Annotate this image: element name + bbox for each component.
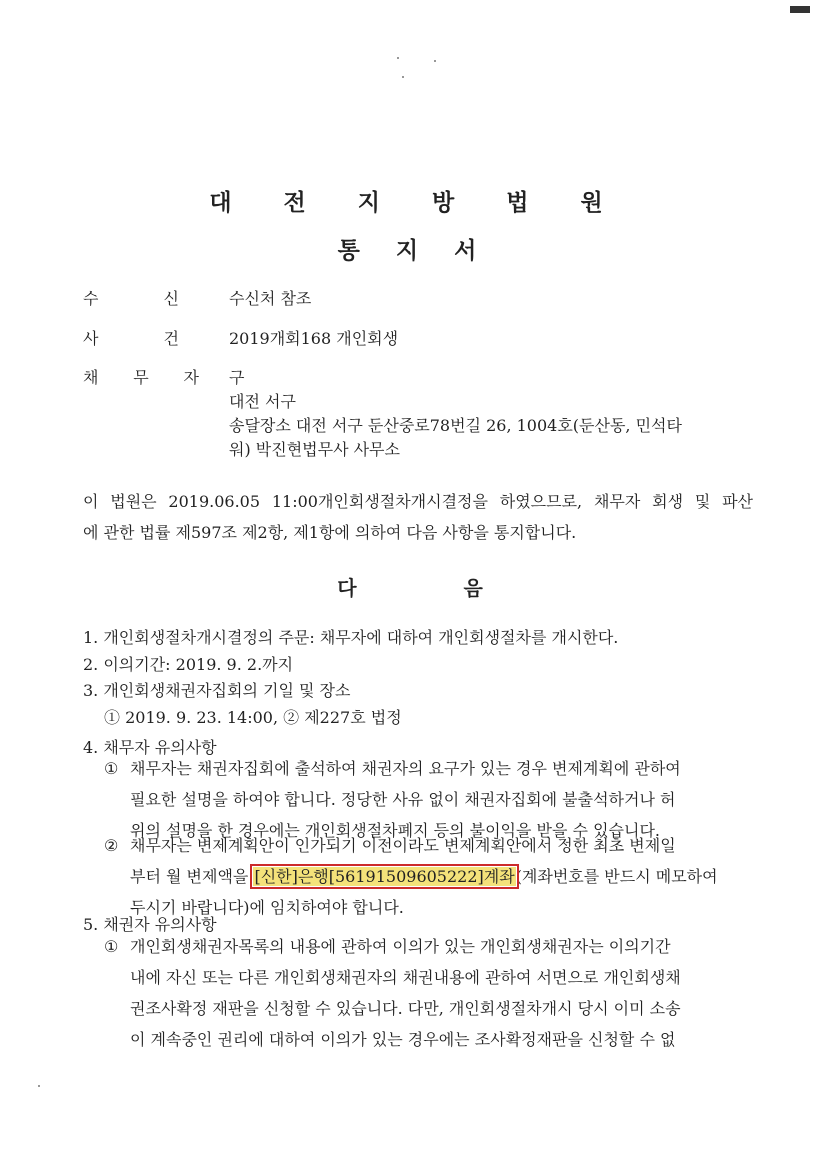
debtor-name: 구 [229, 368, 245, 387]
intro-paragraph [83, 486, 753, 548]
section-title: 다 음 [337, 576, 533, 600]
bank-account-highlight: [신한]은행[56191509605222]계좌 [254, 867, 515, 886]
intro-line: 이 법원은 2019.06.05 11:00개인회생절차개시결정을 하였으므로, 채무자 회생 및 파산 [83, 492, 753, 511]
debtor-label: 채 무 자 [83, 368, 199, 387]
scan-speck [402, 76, 404, 78]
court-name: 대 전 지 방 법 원 [209, 189, 625, 216]
circled-number: ① [104, 759, 119, 778]
list-item: 4. 채무자 유의사항 [83, 738, 217, 757]
debtor-address [229, 390, 749, 462]
case-value: 2019개회168 개인회생 [229, 329, 399, 348]
note-text: 채무자는 채권자집회에 출석하여 채권자의 요구가 있는 경우 변제계획에 관하여 필요한 설명을 하여야 합니다. 정당한 사유 없이 채권자집회에 불출석하거나 허 위의 설명을 한 경우에는 개인회생절차폐지 등의 불이익을 받을 수 있습니다. [130, 759, 681, 840]
scan-speck [397, 57, 399, 59]
list-item: 2. 이의기간: 2019. 9. 2.까지 [83, 655, 294, 674]
list-item: 5. 채권자 유의사항 [83, 915, 217, 934]
recipient-value: 수신처 참조 [229, 289, 312, 308]
address-line: 대전 서구 [229, 392, 296, 411]
intro-line: 에 관한 법률 제597조 제2항, 제1항에 의하여 다음 사항을 통지합니다. [83, 523, 577, 542]
recipient-field [83, 287, 312, 311]
creditor-note-1 [104, 931, 744, 1055]
address-line: 송달장소 대전 서구 둔산중로78번길 26, 1004호(둔산동, 민석타 [229, 416, 682, 435]
address-line: 워) 박진현법무사 사무소 [229, 440, 400, 459]
case-label: 사 건 [83, 329, 179, 348]
list-item: 3. 개인회생채권자집회의 기일 및 장소 [83, 681, 351, 700]
list-item: 1. 개인회생절차개시결정의 주문: 채무자에 대하여 개인회생절차를 개시한다. [83, 628, 619, 647]
circled-number: ② [104, 836, 119, 855]
scan-corner-mark [790, 6, 810, 13]
circled-number: ① [104, 937, 119, 956]
scan-speck [434, 60, 436, 62]
list-item-detail: ① 2019. 9. 23. 14:00, ② 제227호 법정 [104, 708, 402, 727]
note-text: 채무자는 변제계획안이 인가되기 이전이라도 변제계획안에서 정한 최초 변제일 부터 월 변제액을 [신한]은행[56191509605222]계좌(계좌번호를 반드시 메모하여 두시기 바랍니다)에 임치하여야 합니다. [130, 836, 718, 917]
scan-speck [38, 1085, 40, 1087]
debtor-note-2 [104, 830, 744, 923]
debtor-field [83, 366, 245, 390]
note-text: 개인회생채권자목록의 내용에 관하여 이의가 있는 개인회생채권자는 이의기간 내에 자신 또는 다른 개인회생채권자의 채권내용에 관하여 서면으로 개인회생채 권조사확정 재판을 신청할 수 있습니다. 다만, 개인회생절차개시 당시 이미 소송 이 계속중인 권리에 대하여 이의가 있는 경우에는 조사확정재판을 신청할 수 없 [130, 937, 681, 1049]
case-field [83, 327, 399, 351]
recipient-label: 수 신 [83, 289, 179, 308]
document-title: 통 지 서 [337, 237, 491, 264]
